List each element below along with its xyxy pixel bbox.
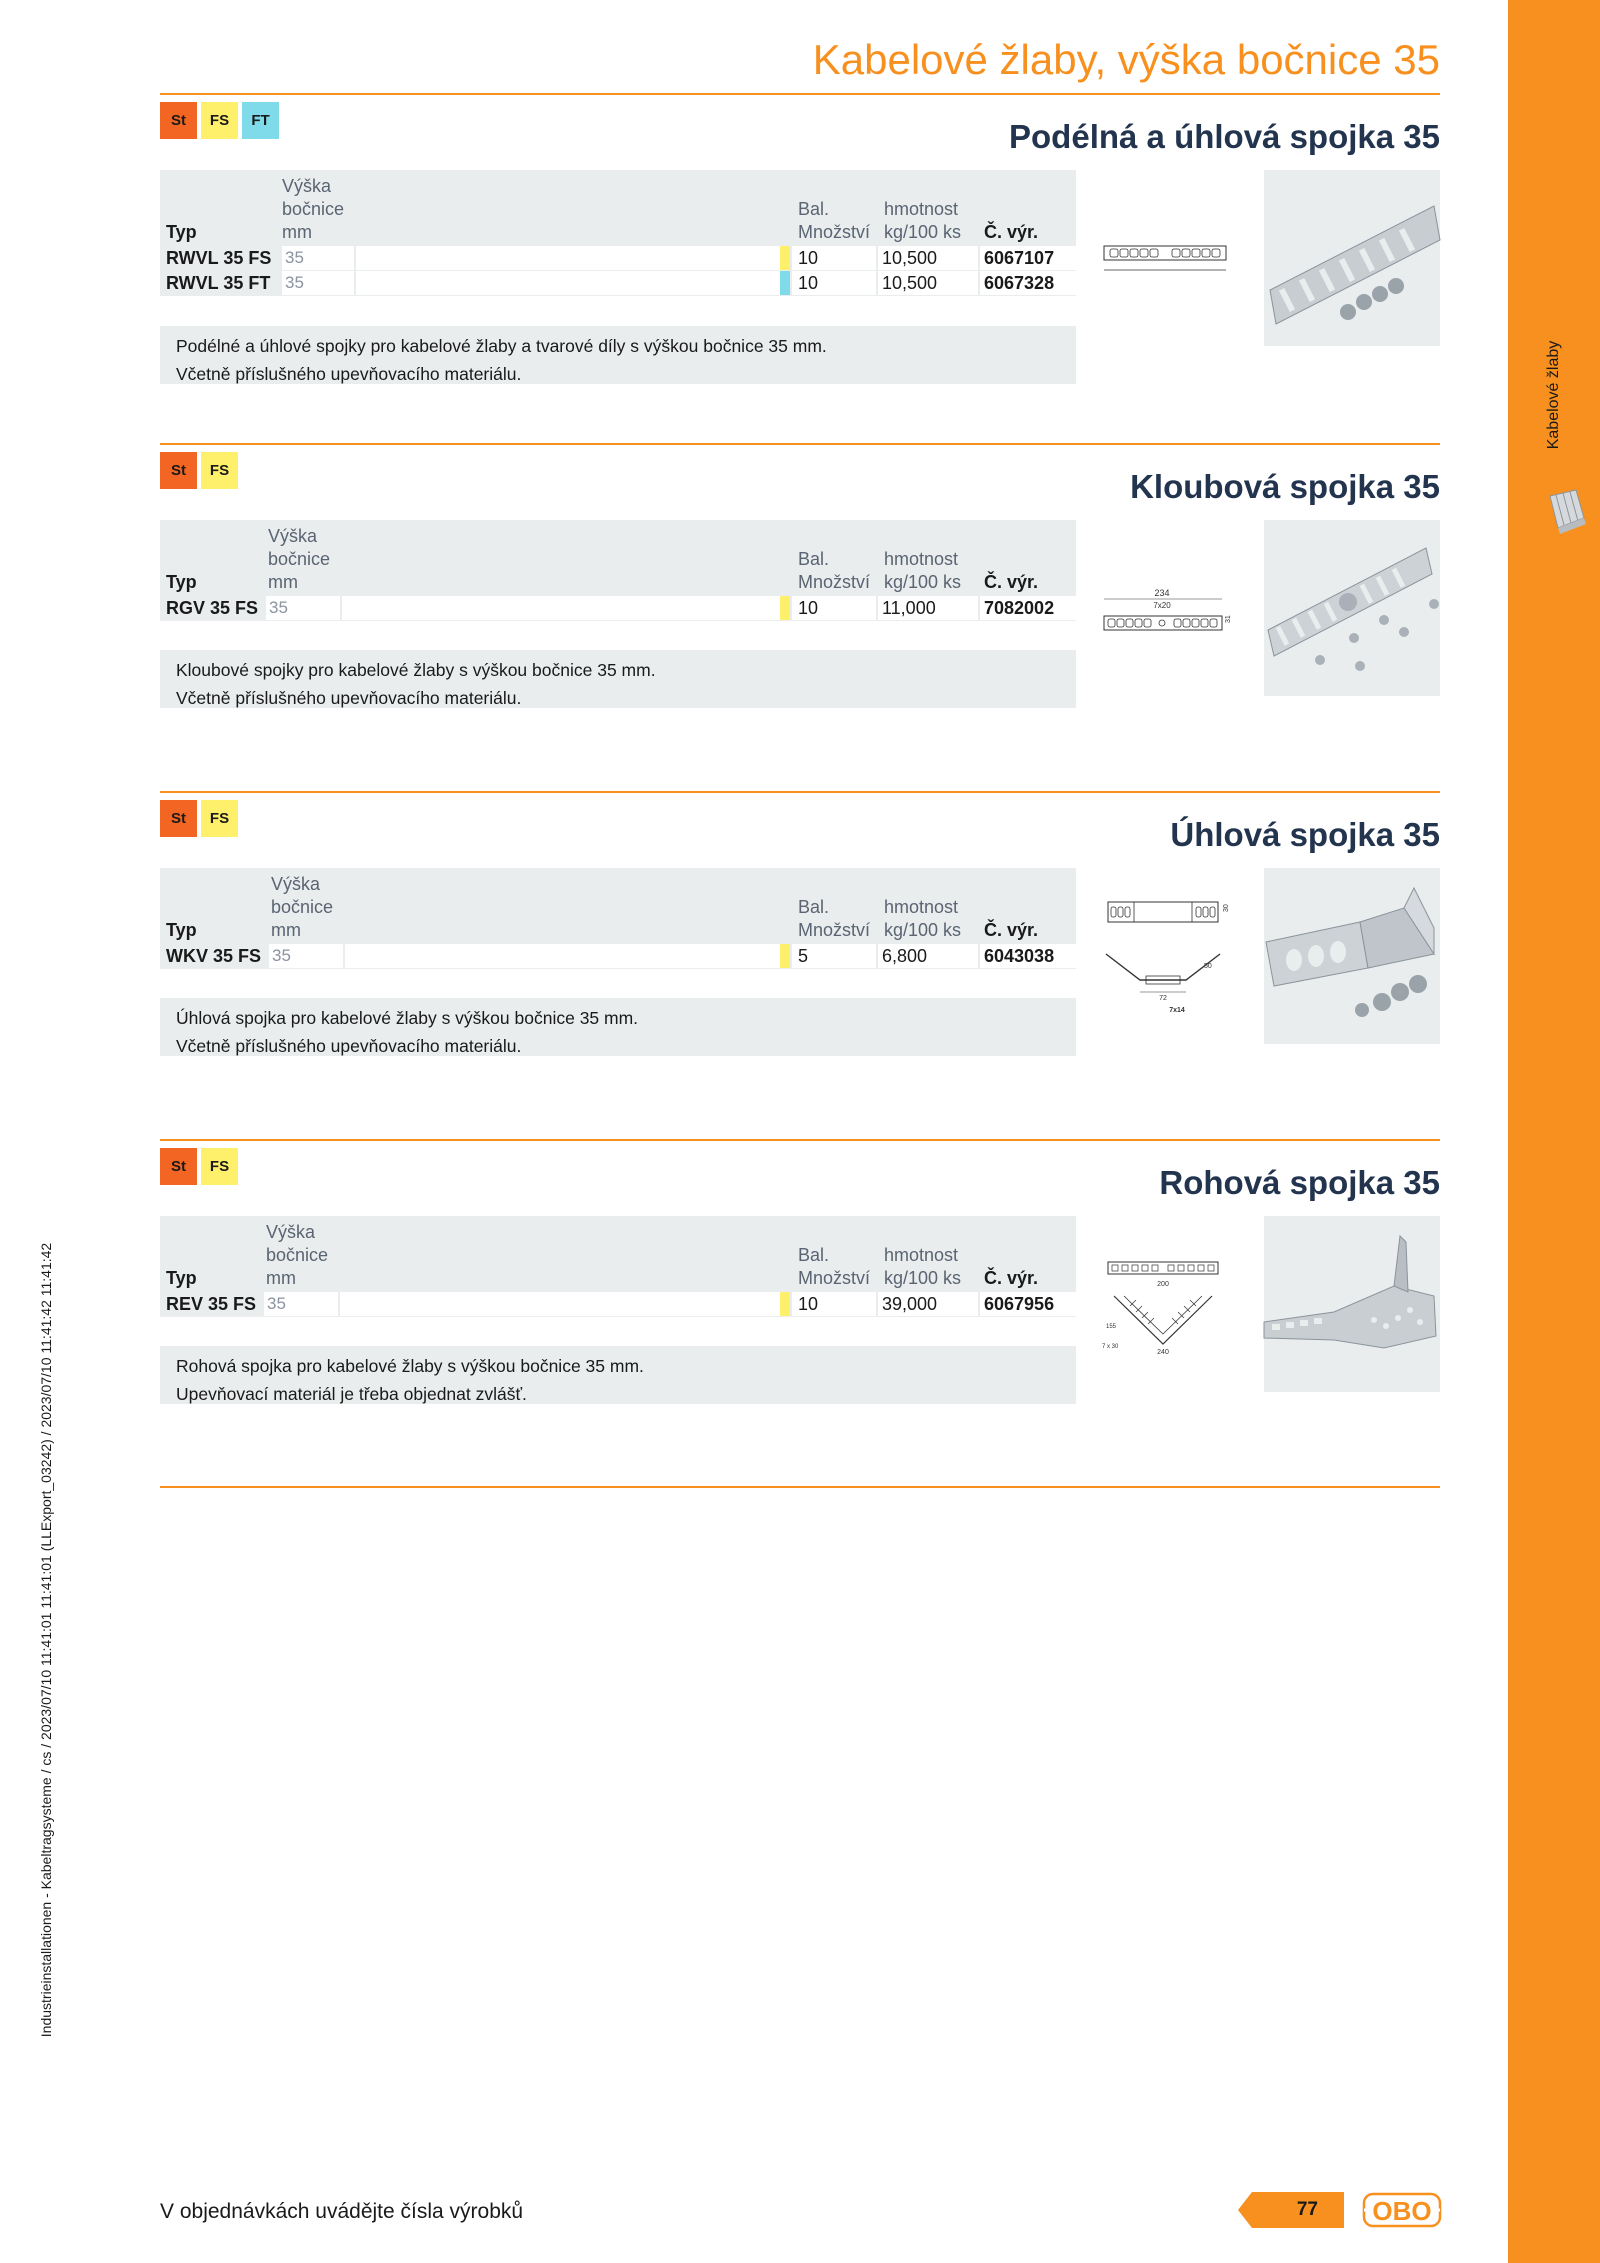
table-header — [160, 520, 1076, 596]
product-photo — [1264, 520, 1440, 696]
header-hm-1: hmotnost — [884, 897, 959, 917]
table-header — [160, 868, 1076, 944]
cell-qty: 10 — [792, 246, 876, 270]
header-bal-2: Množství — [798, 920, 871, 940]
header-typ: Typ — [166, 920, 197, 940]
product-photo — [1264, 868, 1440, 1044]
cell-blank — [340, 1292, 780, 1316]
header-article: Č. výr. — [984, 222, 1039, 242]
cell-article: 6067107 — [980, 246, 1076, 270]
cell-type: WKV 35 FS — [166, 946, 262, 966]
header-vyska-3: mm — [282, 222, 312, 242]
product-table — [160, 520, 1076, 621]
header-bal-1: Bal. — [798, 897, 830, 917]
page-number: 77 — [1296, 2199, 1318, 2220]
cell-blank — [356, 246, 780, 270]
cell-height: 35 — [264, 1292, 338, 1316]
cell-height: 35 — [282, 271, 354, 295]
technical-drawing — [1100, 892, 1230, 1022]
dim-b: 72 — [1159, 995, 1167, 1002]
cell-weight: 39,000 — [878, 1292, 978, 1316]
description-line: Úhlová spojka pro kabelové žlaby s výškou bočnice 35 mm. — [176, 1008, 639, 1028]
side-strip — [1508, 0, 1600, 2263]
cell-height: 35 — [266, 596, 340, 620]
cell-qty: 10 — [792, 1292, 876, 1316]
cell-qty: 5 — [792, 944, 876, 968]
dim-slots: 7x20 — [1153, 601, 1171, 610]
dim-a: 200 — [1157, 1281, 1169, 1288]
header-article: Č. výr. — [984, 920, 1039, 940]
header-vyska-1: Výška — [271, 874, 321, 894]
dim-c: 240 — [1157, 1349, 1169, 1356]
header-vyska-2: bočnice — [268, 549, 331, 569]
cell-height: 35 — [282, 246, 354, 270]
header-bal-2: Množství — [798, 1268, 871, 1288]
divider — [160, 1139, 1440, 1141]
product-photo — [1264, 170, 1440, 346]
cell-weight: 6,800 — [878, 944, 978, 968]
header-hm-2: kg/100 ks — [884, 222, 962, 242]
cell-type: RWVL 35 FS — [166, 248, 272, 268]
description-box — [160, 650, 1076, 708]
divider — [160, 791, 1440, 793]
badge-st: St — [160, 452, 197, 489]
page-number-tag — [1238, 2192, 1344, 2228]
cell-type: RWVL 35 FT — [166, 273, 271, 293]
technical-drawing — [1100, 586, 1230, 642]
header-vyska-3: mm — [271, 920, 301, 940]
header-bal-1: Bal. — [798, 1245, 830, 1265]
header-hm-1: hmotnost — [884, 199, 959, 219]
header-hm-1: hmotnost — [884, 549, 959, 569]
export-meta: Industrieinstallationen - Kabeltragsysteme / cs / 2023/07/10 11:41:01 11:41:01 (LLExport_03242) / 2023/07/10 11:41:42 11:41:42 — [38, 1242, 54, 2038]
description-line: Včetně příslušného upevňovacího materiálu. — [176, 1036, 522, 1056]
cell-type: RGV 35 FS — [166, 598, 259, 618]
page-title: Kabelové žlaby, výška bočnice 35 — [812, 36, 1440, 83]
product-table — [160, 170, 1076, 296]
obo-logo — [1363, 2192, 1441, 2228]
table-header — [160, 1216, 1076, 1292]
finish-mark-fs — [780, 944, 790, 968]
logo-text: OBO — [1372, 2196, 1432, 2226]
section-title: Úhlová spojka 35 — [1170, 816, 1440, 853]
cell-blank — [356, 271, 780, 295]
product-photo — [1264, 1216, 1440, 1392]
badge-st: St — [160, 800, 197, 837]
header-vyska-3: mm — [268, 572, 298, 592]
header-article: Č. výr. — [984, 1268, 1039, 1288]
description-box — [160, 1346, 1076, 1404]
description-line: Podélné a úhlové spojky pro kabelové žlaby a tvarové díly s výškou bočnice 35 mm. — [176, 336, 827, 356]
header-hm-2: kg/100 ks — [884, 1268, 962, 1288]
cell-weight: 11,000 — [878, 596, 978, 620]
finish-mark-fs — [780, 1292, 790, 1316]
header-vyska-2: bočnice — [271, 897, 334, 917]
product-table — [160, 868, 1076, 969]
description-line: Včetně příslušného upevňovacího materiálu. — [176, 688, 522, 708]
header-vyska-2: bočnice — [282, 199, 345, 219]
description-box — [160, 326, 1076, 384]
product-table — [160, 1216, 1076, 1317]
cell-article: 6067328 — [980, 271, 1076, 295]
description-line: Upevňovací materiál je třeba objednat zvlášť. — [176, 1384, 527, 1404]
header-hm-1: hmotnost — [884, 1245, 959, 1265]
section-title: Podélná a úhlová spojka 35 — [1009, 118, 1440, 155]
header-bal-1: Bal. — [798, 549, 830, 569]
header-vyska-1: Výška — [268, 526, 318, 546]
header-bal-2: Množství — [798, 572, 871, 592]
finish-badges — [160, 1148, 238, 1185]
technical-drawing — [1100, 1248, 1230, 1358]
header-bal-2: Množství — [798, 222, 871, 242]
finish-badges — [160, 452, 238, 489]
finish-mark-ft — [780, 271, 790, 295]
finish-badges — [160, 800, 238, 837]
dim-height: 31 — [1225, 615, 1232, 623]
cell-type: REV 35 FS — [166, 1294, 257, 1314]
cell-blank — [345, 944, 780, 968]
table-header — [160, 170, 1076, 246]
badge-fs: FS — [201, 102, 238, 139]
divider — [160, 443, 1440, 445]
table-row — [160, 944, 1076, 969]
header-bal-1: Bal. — [798, 199, 830, 219]
section-title: Rohová spojka 35 — [1159, 1164, 1440, 1201]
dim-b: 155 — [1106, 1324, 1117, 1330]
header-vyska-3: mm — [266, 1268, 296, 1288]
cell-weight: 10,500 — [878, 271, 978, 295]
technical-drawing — [1100, 232, 1230, 288]
cell-weight: 10,500 — [878, 246, 978, 270]
table-row — [160, 596, 1076, 621]
cable-tray-icon — [1546, 488, 1588, 538]
description-line: Rohová spojka pro kabelové žlaby s výškou bočnice 35 mm. — [176, 1356, 644, 1376]
finish-badges — [160, 102, 279, 139]
description-box — [160, 998, 1076, 1056]
header-typ: Typ — [166, 222, 197, 242]
section-title: Kloubová spojka 35 — [1130, 468, 1440, 505]
header-typ: Typ — [166, 1268, 197, 1288]
header-vyska-1: Výška — [266, 1222, 316, 1242]
header-hm-2: kg/100 ks — [884, 920, 962, 940]
badge-fs: FS — [201, 1148, 238, 1185]
header-hm-2: kg/100 ks — [884, 572, 962, 592]
badge-st: St — [160, 102, 197, 139]
header-vyska-2: bočnice — [266, 1245, 329, 1265]
footer-note: V objednávkách uvádějte čísla výrobků — [160, 2200, 524, 2223]
badge-fs: FS — [201, 452, 238, 489]
side-category-label: Kabelové žlaby — [1545, 340, 1562, 450]
table-row — [160, 246, 1076, 271]
cell-qty: 10 — [792, 271, 876, 295]
dim-height: 30 — [1223, 904, 1230, 912]
dim-length: 234 — [1154, 588, 1170, 598]
header-vyska-1: Výška — [282, 176, 332, 196]
divider — [160, 93, 1440, 95]
header-article: Č. výr. — [984, 572, 1039, 592]
divider — [160, 1486, 1440, 1488]
badge-fs: FS — [201, 800, 238, 837]
table-row — [160, 271, 1076, 296]
finish-mark-fs — [780, 246, 790, 270]
badge-st: St — [160, 1148, 197, 1185]
cell-article: 7082002 — [980, 596, 1076, 620]
cell-article: 6067956 — [980, 1292, 1076, 1316]
finish-mark-fs — [780, 596, 790, 620]
badge-ft: FT — [242, 102, 279, 139]
cell-blank — [342, 596, 780, 620]
table-row — [160, 1292, 1076, 1317]
dim-d: 7 x 30 — [1102, 1344, 1119, 1350]
description-line: Kloubové spojky pro kabelové žlaby s výškou bočnice 35 mm. — [176, 660, 656, 680]
cell-article: 6043038 — [980, 944, 1076, 968]
dim-a: 50 — [1204, 963, 1212, 970]
dim-c: 7x14 — [1169, 1007, 1185, 1014]
header-typ: Typ — [166, 572, 197, 592]
cell-height: 35 — [269, 944, 343, 968]
description-line: Včetně příslušného upevňovacího materiálu. — [176, 364, 522, 384]
cell-qty: 10 — [792, 596, 876, 620]
